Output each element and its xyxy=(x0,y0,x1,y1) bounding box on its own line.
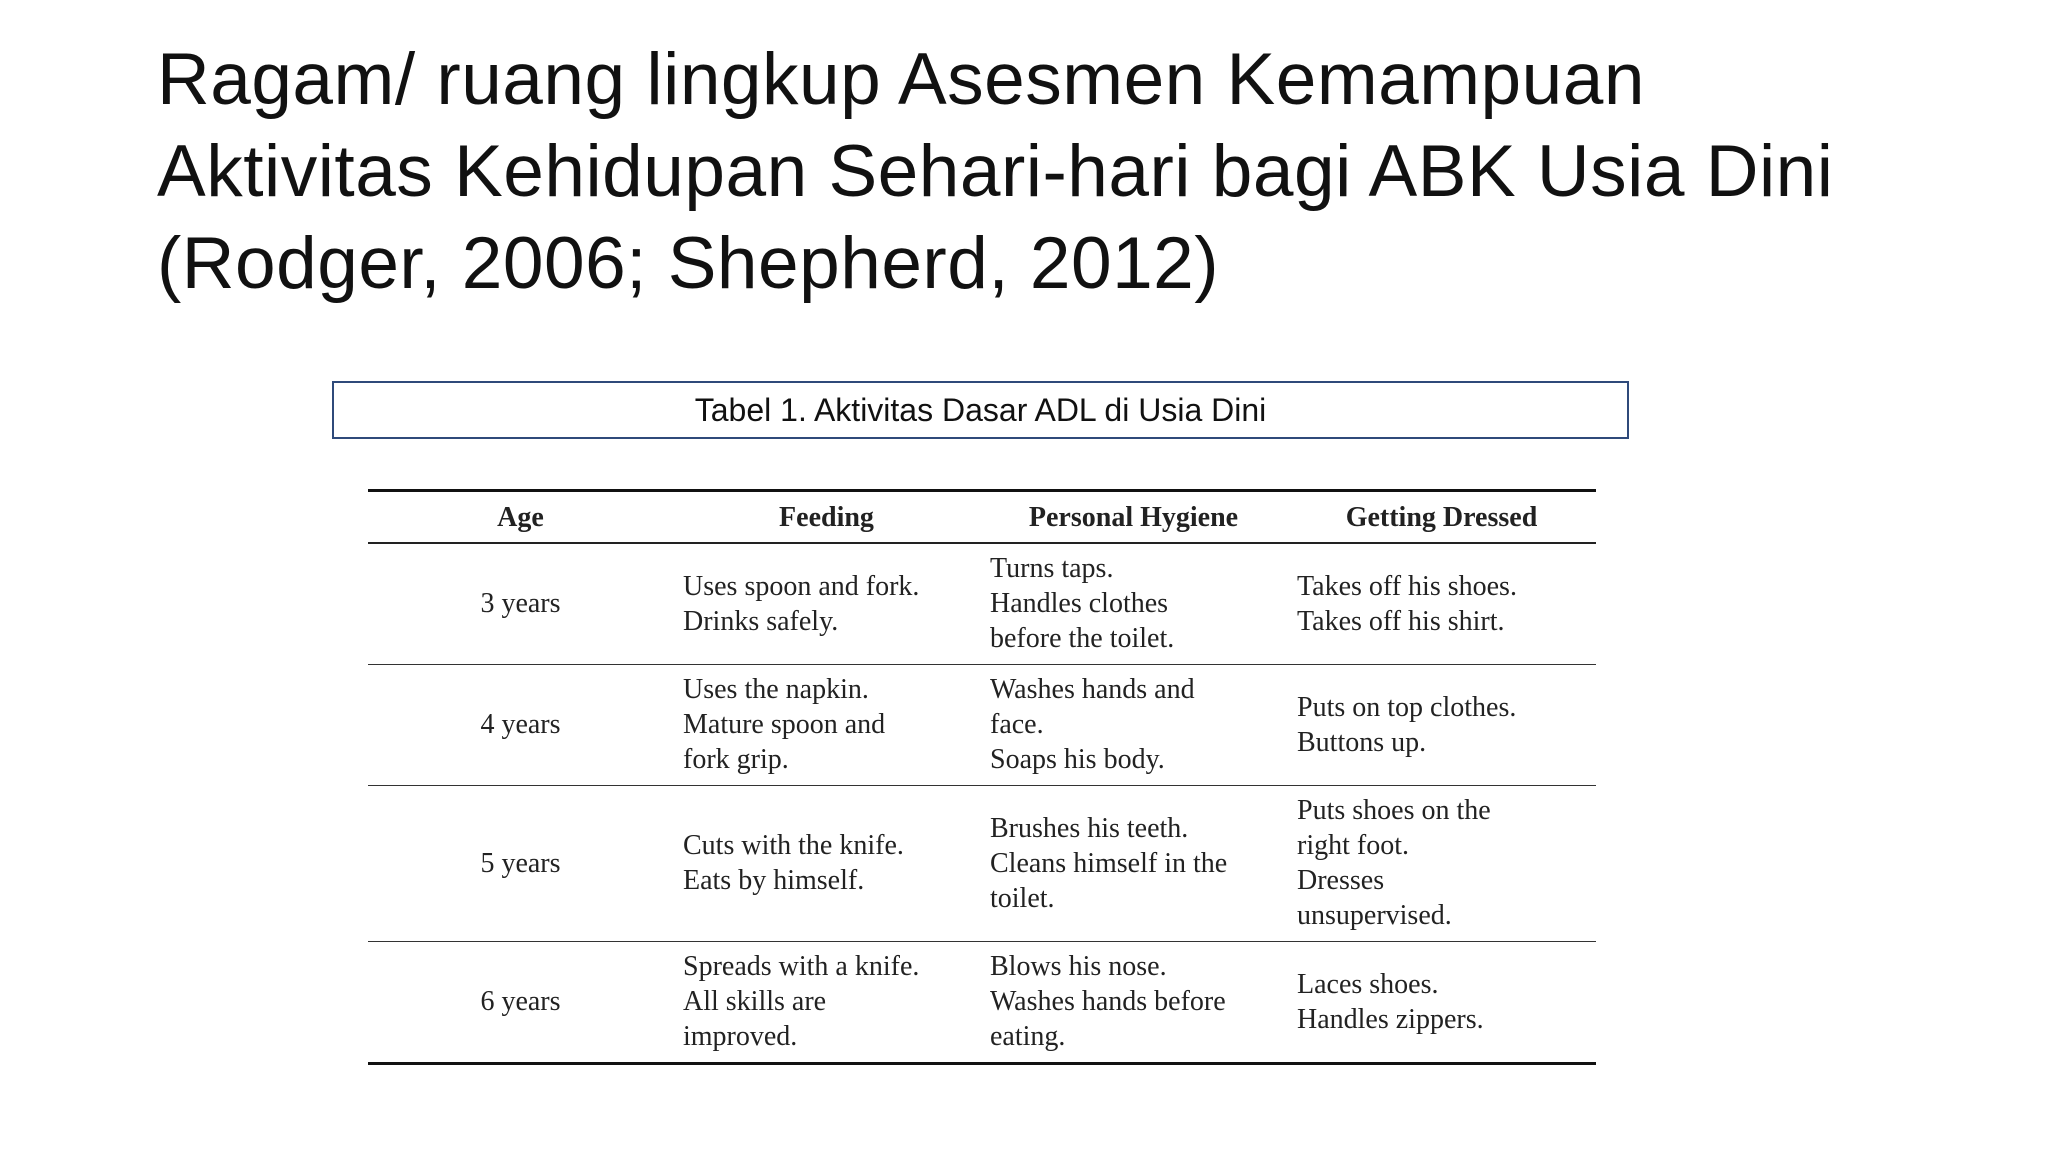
cell-line: Uses the napkin. xyxy=(683,674,869,705)
cell-line: Mature spoon and xyxy=(683,709,886,740)
cell-line: Blows his nose. xyxy=(990,951,1167,982)
table-row xyxy=(368,941,1596,1063)
dressed-cell xyxy=(1287,543,1596,664)
title-line: Ragam/ ruang lingkup Asesmen Kemampuan xyxy=(157,39,1645,120)
table-row xyxy=(368,664,1596,785)
feeding-cell xyxy=(673,785,980,941)
hygiene-cell xyxy=(980,664,1287,785)
header-getting-dressed: Getting Dressed xyxy=(1287,491,1596,544)
cell-line: toilet. xyxy=(990,882,1055,914)
cell-line: Takes off his shoes. xyxy=(1297,570,1517,602)
cell-line: before the toilet. xyxy=(990,623,1175,655)
cell-line: Cleans himself in the xyxy=(990,847,1228,879)
cell-line: unsupervised. xyxy=(1297,900,1452,931)
dressed-cell xyxy=(1287,785,1596,941)
slide-title xyxy=(157,34,1957,310)
cell-line: Laces shoes. xyxy=(1297,968,1439,1000)
title-line: Aktivitas Kehidupan Sehari-hari bagi ABK Usia Dini xyxy=(157,131,1834,212)
cell-line: Puts on top clothes. xyxy=(1297,691,1517,723)
cell-line: All skills are xyxy=(683,986,827,1017)
cell-line: Spreads with a knife. xyxy=(683,951,920,982)
cell-line: Washes hands before xyxy=(990,986,1226,1017)
feeding-cell xyxy=(673,941,980,1063)
cell-line: Puts shoes on the xyxy=(1297,795,1491,826)
cell-line: Takes off his shirt. xyxy=(1297,605,1505,637)
table-header-row xyxy=(368,491,1596,544)
feeding-cell xyxy=(673,543,980,664)
hygiene-cell xyxy=(980,941,1287,1063)
age-cell: 4 years xyxy=(368,664,673,785)
cell-line: Dresses xyxy=(1297,865,1385,896)
cell-line: eating. xyxy=(990,1021,1066,1052)
table-caption: Tabel 1. Aktivitas Dasar ADL di Usia Dini xyxy=(332,381,1629,439)
cell-line: Buttons up. xyxy=(1297,726,1427,758)
cell-line: Soaps his body. xyxy=(990,744,1165,775)
header-age: Age xyxy=(368,491,673,544)
age-cell: 3 years xyxy=(368,543,673,664)
hygiene-cell xyxy=(980,543,1287,664)
adl-table xyxy=(368,489,1596,1065)
cell-line: Brushes his teeth. xyxy=(990,812,1189,844)
age-cell: 6 years xyxy=(368,941,673,1063)
dressed-cell xyxy=(1287,941,1596,1063)
header-feeding: Feeding xyxy=(673,491,980,544)
cell-line: Uses spoon and fork. xyxy=(683,570,920,602)
cell-line: Cuts with the knife. xyxy=(683,830,904,861)
cell-line: Drinks safely. xyxy=(683,605,839,637)
dressed-cell xyxy=(1287,664,1596,785)
cell-line: fork grip. xyxy=(683,744,789,775)
feeding-cell xyxy=(673,664,980,785)
age-cell: 5 years xyxy=(368,785,673,941)
table-row xyxy=(368,543,1596,664)
cell-line: face. xyxy=(990,709,1044,740)
cell-line: improved. xyxy=(683,1021,798,1052)
header-personal-hygiene: Personal Hygiene xyxy=(980,491,1287,544)
title-line: (Rodger, 2006; Shepherd, 2012) xyxy=(157,223,1220,304)
cell-line: Turns taps. xyxy=(990,553,1114,585)
cell-line: Handles zippers. xyxy=(1297,1003,1484,1035)
cell-line: Washes hands and xyxy=(990,674,1195,705)
table-row xyxy=(368,785,1596,941)
hygiene-cell xyxy=(980,785,1287,941)
cell-line: Handles clothes xyxy=(990,588,1169,620)
cell-line: Eats by himself. xyxy=(683,865,865,896)
cell-line: right foot. xyxy=(1297,830,1409,861)
